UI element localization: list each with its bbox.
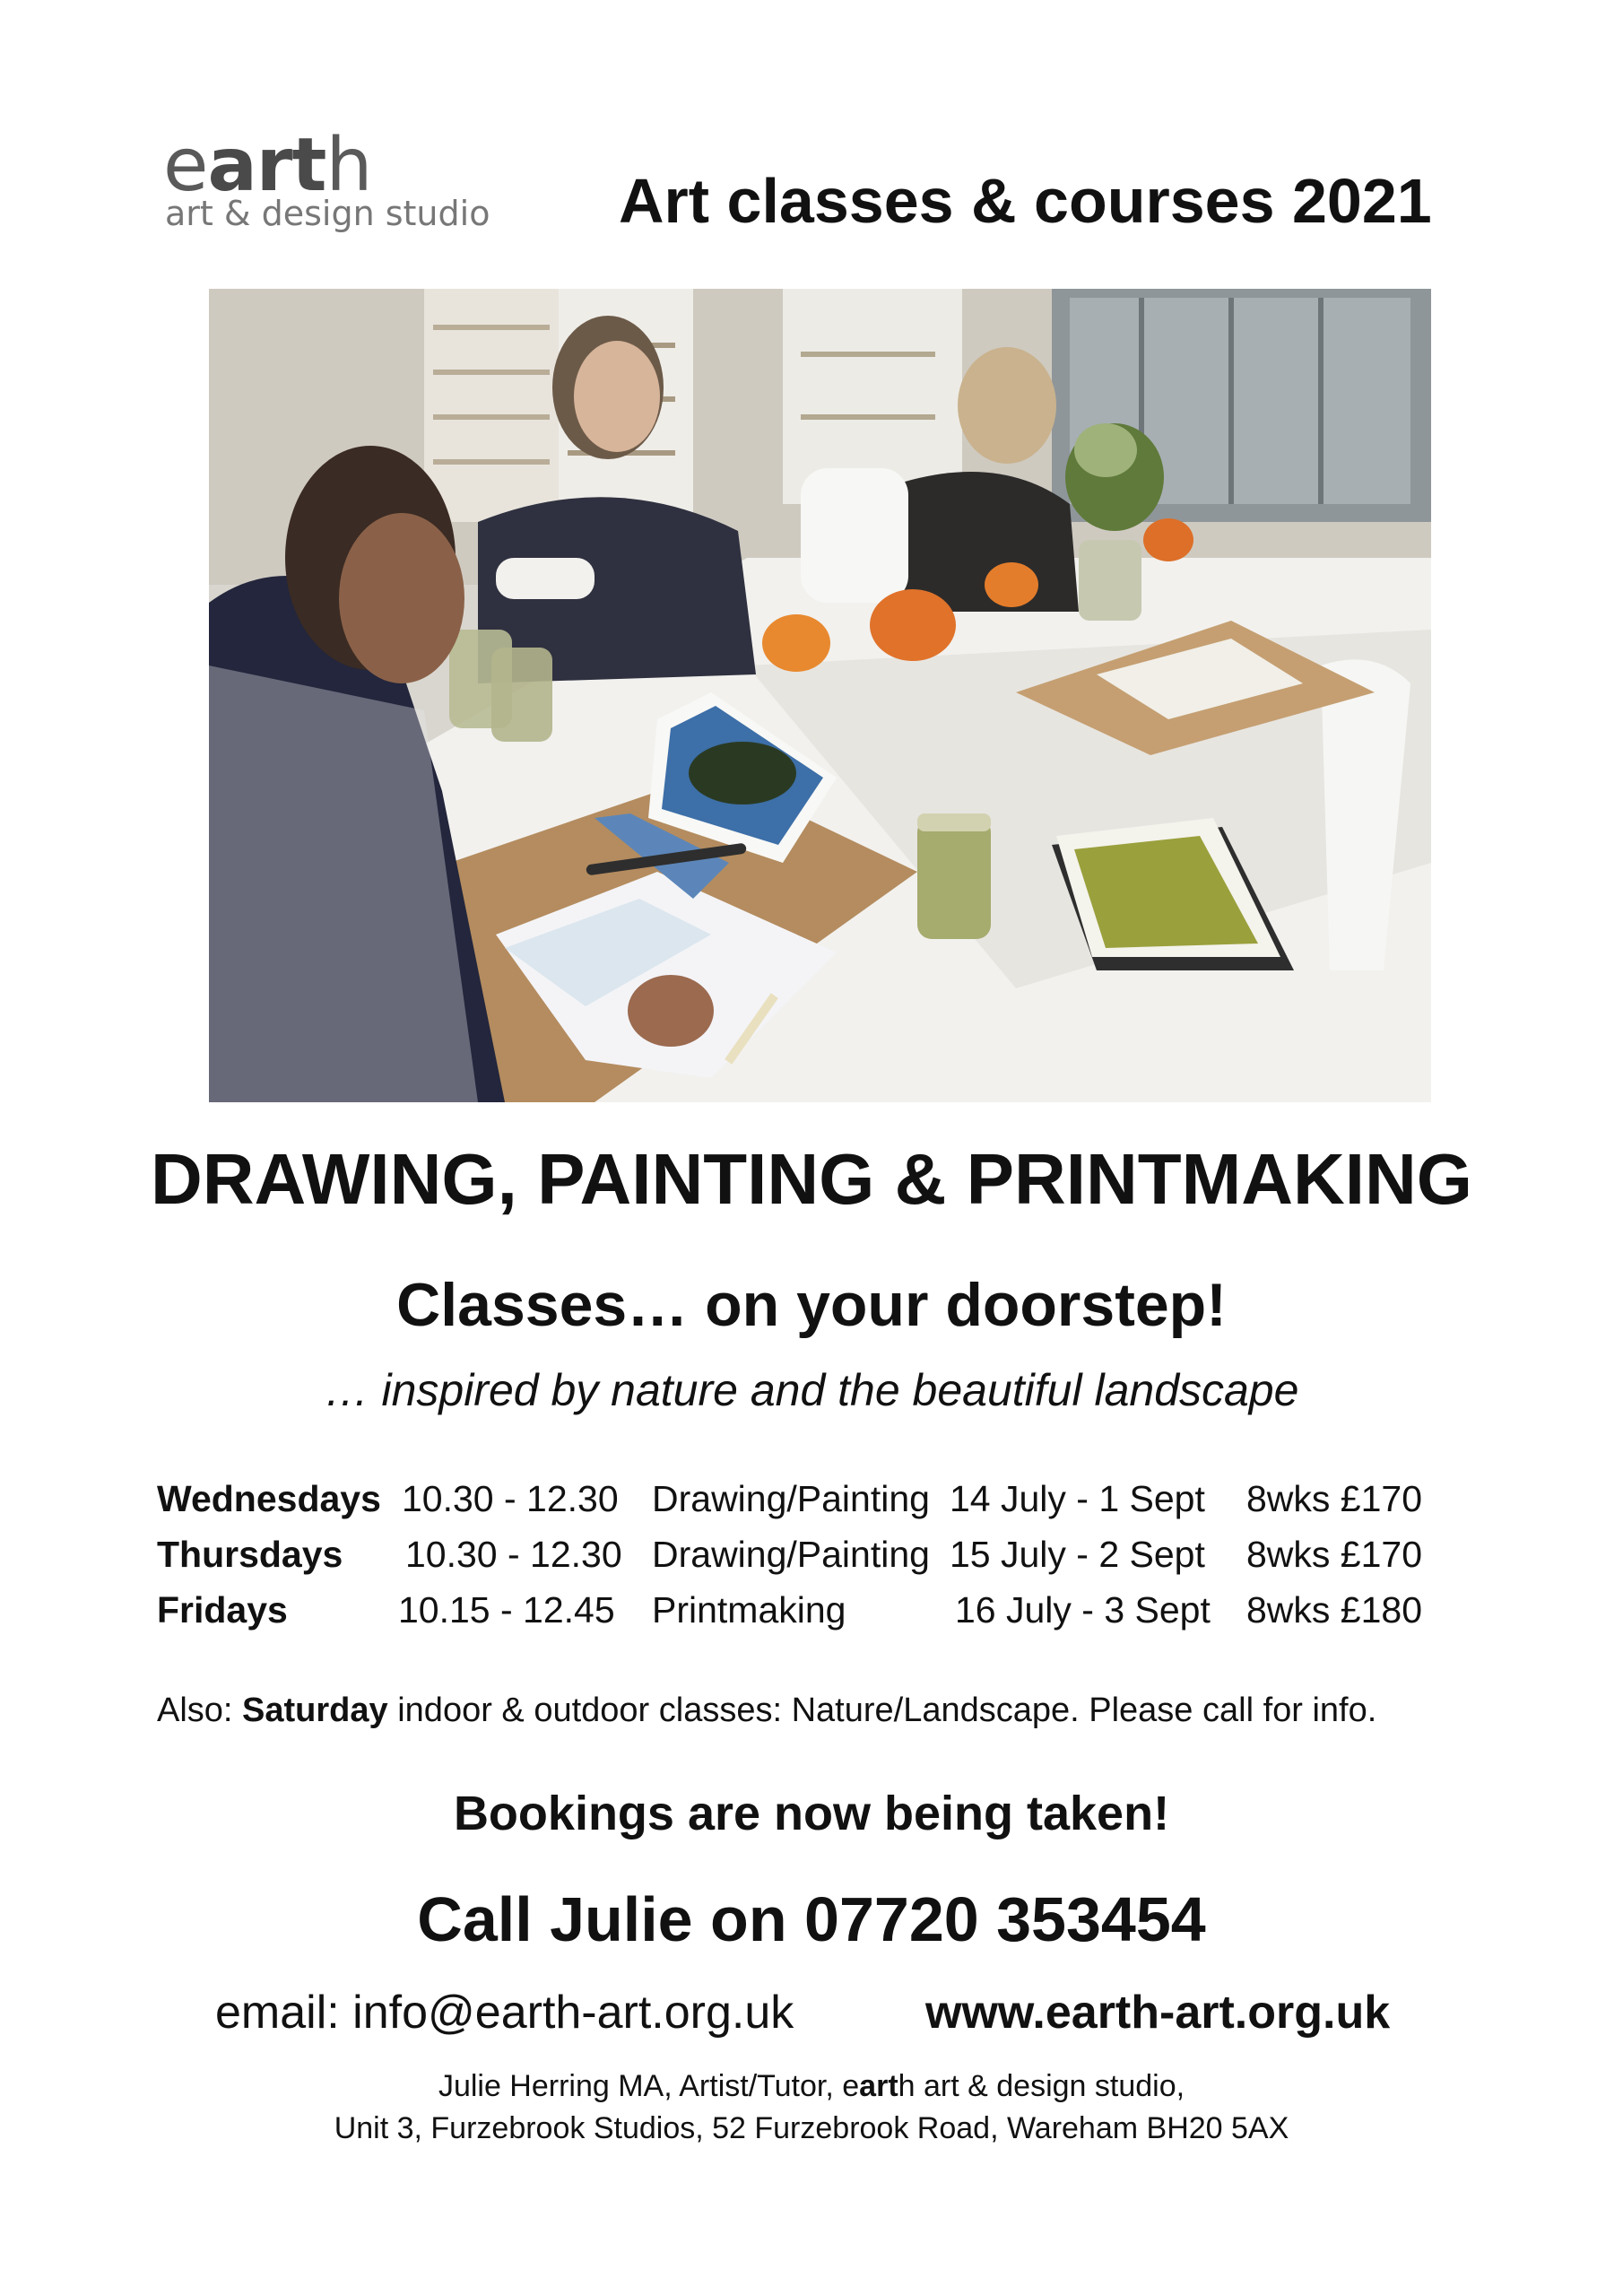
schedule-day: Fridays [157, 1589, 288, 1631]
schedule-time: 10.30 - 12.30 [405, 1534, 622, 1575]
schedule-row [157, 1471, 1502, 1526]
logo-letter-h: h [325, 123, 372, 208]
schedule-type: Printmaking [652, 1589, 846, 1631]
footer-credit-part3: h art & design studio, [898, 2069, 1185, 2103]
page-title: Art classes & courses 2021 [619, 166, 1432, 236]
schedule-day: Thursdays [157, 1534, 343, 1575]
logo-subtitle: art & design studio [165, 194, 490, 233]
footer-credit-part2: art [859, 2069, 898, 2103]
schedule-type: Drawing/Painting [652, 1478, 930, 1519]
footer-address: Unit 3, Furzebrook Studios, 52 Furzebrook Road, Wareham BH20 5AX [334, 2111, 1289, 2145]
tagline: … inspired by nature and the beautiful landscape [324, 1365, 1299, 1415]
class-photo [209, 289, 1431, 1102]
schedule-dates: 15 July - 2 Sept [950, 1534, 1205, 1575]
main-heading: DRAWING, PAINTING & PRINTMAKING [150, 1139, 1473, 1219]
logo-letters-art: art [207, 123, 326, 208]
bookings-notice: Bookings are now being taken! [453, 1787, 1170, 1840]
schedule-row [157, 1582, 1502, 1638]
saturday-note-highlight: Saturday [242, 1692, 388, 1729]
schedule-dates: 16 July - 3 Sept [955, 1589, 1211, 1631]
footer-credit-part1: Julie Herring MA, Artist/Tutor, e [438, 2069, 860, 2103]
schedule-price: 8wks £170 [1246, 1478, 1423, 1519]
saturday-note-prefix: Also: [157, 1692, 243, 1729]
email-contact[interactable]: email: info@earth-art.org.uk [215, 1987, 794, 2039]
schedule-time: 10.15 - 12.45 [398, 1589, 615, 1631]
schedule-time: 10.30 - 12.30 [402, 1478, 619, 1519]
schedule-price: 8wks £180 [1246, 1589, 1423, 1631]
schedule-dates: 14 July - 1 Sept [950, 1478, 1205, 1519]
website-link[interactable]: www.earth-art.org.uk [925, 1987, 1391, 2039]
class-schedule [157, 1471, 1502, 1638]
logo-letter-e: e [163, 123, 208, 208]
schedule-row [157, 1526, 1502, 1582]
saturday-note-rest: indoor & outdoor classes: Nature/Landscape. Please call for info. [387, 1692, 1377, 1729]
schedule-day: Wednesdays [157, 1478, 381, 1519]
call-phone: Call Julie on 07720 353454 [417, 1884, 1206, 1954]
sub-heading: Classes… on your doorstep! [396, 1271, 1227, 1339]
schedule-type: Drawing/Painting [652, 1534, 930, 1575]
footer-credit [0, 2067, 1623, 2105]
schedule-price: 8wks £170 [1246, 1534, 1423, 1575]
studio-logo [163, 123, 504, 242]
saturday-note [157, 1688, 1502, 1733]
